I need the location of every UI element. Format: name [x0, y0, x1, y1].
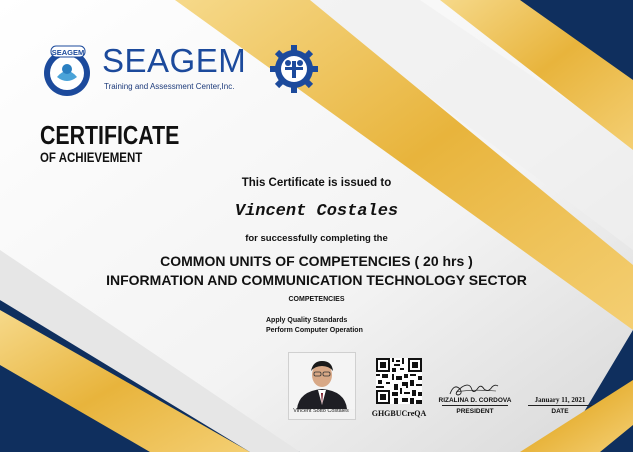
competency-item: Perform Computer Operation: [266, 327, 363, 334]
brand-name: SEAGEM: [102, 42, 247, 79]
recipient-name: Vincent Costales: [234, 202, 399, 221]
course-sector: INFORMATION AND COMMUNICATION TECHNOLOGY SECTOR: [106, 272, 527, 288]
certificate-title: CERTIFICATE: [40, 120, 180, 150]
verification-code: GHGBUCreQA: [371, 409, 427, 418]
signatory-role: PRESIDENT: [456, 408, 494, 415]
issue-date: January 11, 2021: [534, 396, 586, 404]
competency-item: Apply Quality Standards: [266, 317, 348, 324]
signature-icon: [448, 380, 500, 398]
certificate-subtitle: OF ACHIEVEMENT: [40, 149, 143, 165]
date-label: DATE: [551, 408, 569, 415]
date-line: [528, 405, 592, 406]
completing-text: for successfully completing the: [245, 233, 388, 244]
qr-code-icon: [376, 358, 422, 404]
seagem-badge-icon: [41, 45, 99, 97]
competencies-heading: COMPETENCIES: [288, 296, 345, 303]
person-icon: [289, 353, 355, 409]
signatory-name: RIZALINA D. CORDOVA: [438, 397, 512, 404]
brand-tagline: Training and Assessment Center,Inc.: [104, 82, 235, 91]
signature-line: [442, 405, 508, 406]
tesda-gear-icon: [269, 44, 319, 94]
svg-text:SEAGEM: SEAGEM: [51, 48, 85, 57]
photo-caption: Vincent Sotto Costales: [293, 408, 349, 414]
course-title: COMMON UNITS OF COMPETENCIES ( 20 hrs ): [160, 253, 473, 269]
issued-text: This Certificate is issued to: [241, 177, 392, 189]
